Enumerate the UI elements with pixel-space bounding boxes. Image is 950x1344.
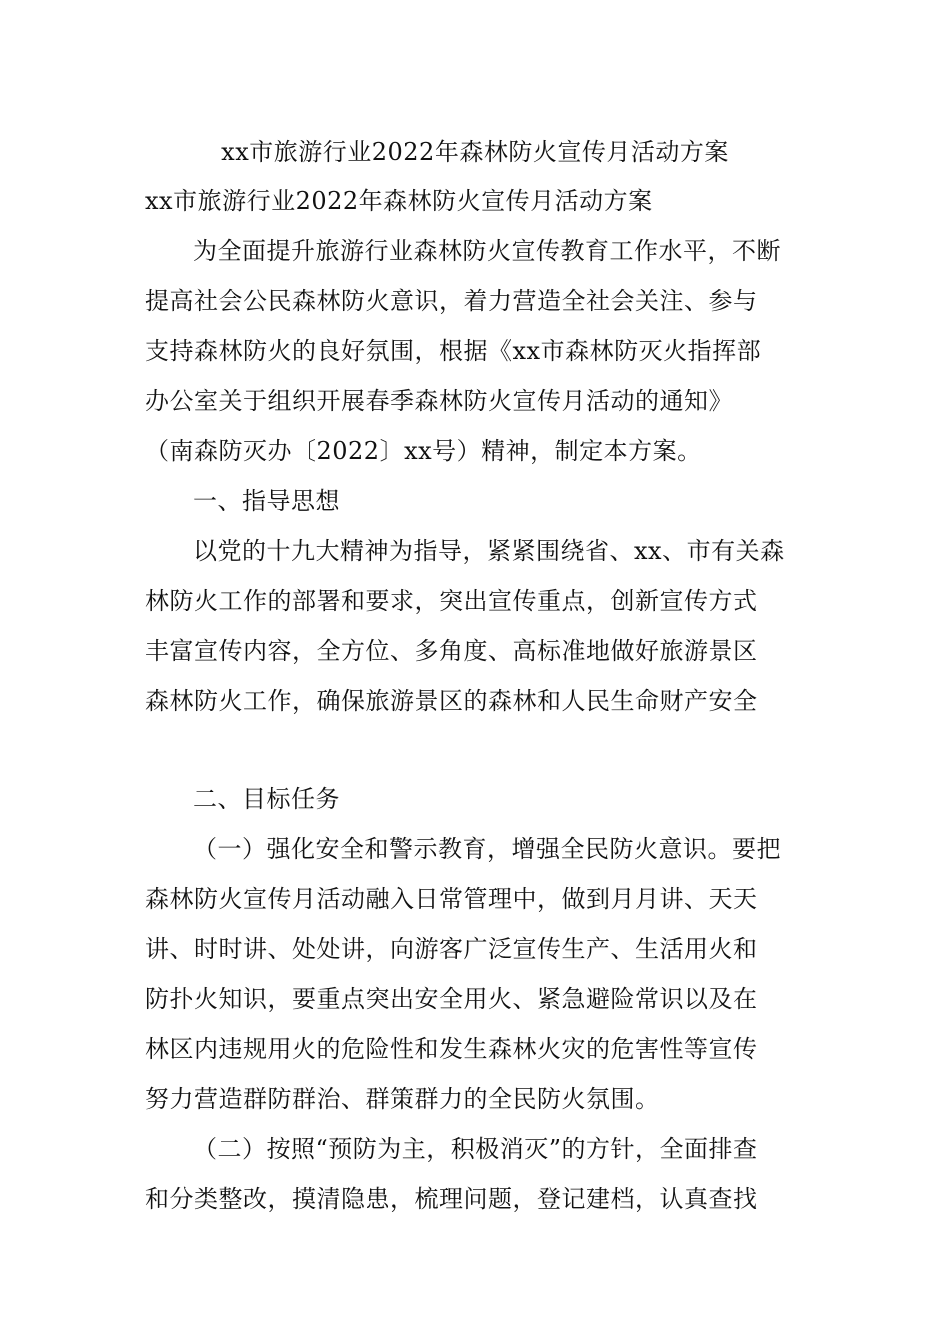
- item1-line: 林区内违规用火的危险性和发生森林火灾的危害性等宣传: [145, 1035, 758, 1063]
- section-heading-guiding-ideology: 一、指导思想: [193, 487, 340, 515]
- item2-line: 和分类整改，摸清隐患，梳理问题，登记建档，认真查找: [145, 1185, 758, 1213]
- section1-line: 以党的十九大精神为指导，紧紧围绕省、xx、市有关森: [193, 537, 785, 565]
- document-title: xx市旅游行业2022年森林防火宣传月活动方案: [145, 187, 653, 215]
- section1-line: 林防火工作的部署和要求，突出宣传重点，创新宣传方式: [145, 587, 758, 615]
- item1-line: 讲、时时讲、处处讲，向游客广泛宣传生产、生活用火和: [145, 935, 758, 963]
- intro-line: （南森防灭办〔2022〕xx号）精神，制定本方案。: [145, 437, 702, 465]
- item1-line: 努力营造群防群治、群策群力的全民防火氛围。: [145, 1085, 660, 1113]
- document-title-centered: xx市旅游行业2022年森林防火宣传月活动方案: [221, 138, 729, 166]
- intro-line: 为全面提升旅游行业森林防火宣传教育工作水平，不断: [193, 237, 781, 265]
- intro-line: 提高社会公民森林防火意识，着力营造全社会关注、参与: [145, 287, 758, 315]
- section1-line: 丰富宣传内容，全方位、多角度、高标准地做好旅游景区: [145, 637, 758, 665]
- section1-line: 森林防火工作，确保旅游景区的森林和人民生命财产安全: [145, 687, 758, 715]
- section-heading-objectives: 二、目标任务: [193, 785, 340, 813]
- item2-line: （二）按照“预防为主，积极消灭”的方针，全面排查: [193, 1135, 758, 1163]
- intro-line: 支持森林防火的良好氛围，根据《xx市森林防灭火指挥部: [145, 337, 762, 365]
- intro-line: 办公室关于组织开展春季森林防火宣传月活动的通知》: [145, 387, 733, 415]
- item1-line: （一）强化安全和警示教育，增强全民防火意识。要把: [193, 835, 781, 863]
- item1-line: 防扑火知识，要重点突出安全用火、紧急避险常识以及在: [145, 985, 758, 1013]
- item1-line: 森林防火宣传月活动融入日常管理中，做到月月讲、天天: [145, 885, 758, 913]
